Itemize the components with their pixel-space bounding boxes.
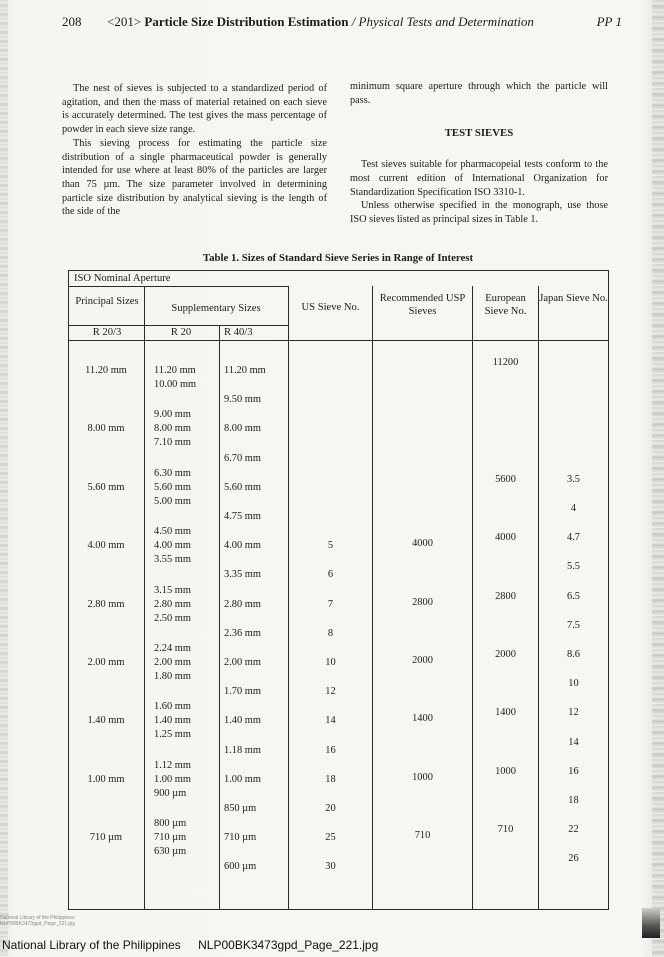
japan-sieve-cell: 22 (568, 824, 579, 836)
usp-sieve-cell: 2000 (412, 655, 433, 666)
r40-3-cell: 8.00 mm (224, 423, 261, 435)
japan-sieve-cell: 6.5 (567, 590, 580, 602)
us-sieve-cell: 5 (327, 540, 334, 552)
header-pp: PP 1 (596, 14, 622, 29)
r40-3-cell: 6.70 mm (224, 452, 261, 464)
r40-3-cell: 1.00 mm (224, 773, 261, 785)
r20-cell: 710 µm (154, 832, 187, 844)
european-sieve-cell: 1000 (495, 765, 516, 777)
r20-cell: 1.00 mm (154, 773, 191, 785)
r40-3-cell: 850 µm (224, 803, 257, 814)
table-caption: Table 1. Sizes of Standard Sieve Series in Range of Interest (202, 252, 474, 264)
table-border-top (68, 270, 609, 271)
header-iso-nominal: ISO Nominal Aperture (74, 273, 171, 284)
r40-3-cell: 4.00 mm (224, 540, 261, 552)
r20-cell: 4.00 mm (154, 540, 191, 552)
japan-sieve-cell: 4 (570, 503, 577, 514)
european-sieve-cell: 2000 (495, 649, 516, 660)
footer (2, 938, 378, 952)
r20-cell: 8.00 mm (154, 423, 191, 435)
r20-cell: 2.50 mm (154, 612, 191, 624)
usp-sieve-cell: 4000 (412, 538, 433, 550)
usp-sieve-cell: 1400 (412, 713, 433, 725)
european-sieve-cell: 4000 (495, 532, 516, 544)
scan-stamp: National Library of the Philippines NLP00BK3473gpd_Page_221.jpg (0, 915, 76, 927)
us-sieve-cell: 16 (325, 744, 336, 756)
r40-3-cell: 2.00 mm (224, 657, 261, 668)
japan-sieve-cell: 10 (568, 678, 579, 690)
footer-library: National Library of the Philippines (2, 938, 181, 952)
header-usp: Recommended USP Sieves (379, 293, 466, 317)
column-rule (219, 325, 220, 910)
r20-cell: 2.80 mm (154, 598, 191, 610)
header-principal: Principal Sizes (75, 296, 139, 307)
us-sieve-cell: 10 (325, 657, 336, 668)
r20-cell: 10.00 mm (154, 379, 197, 390)
header-title-italic: / Physical Tests and Determination (351, 14, 534, 29)
header-european: European Sieve No. (484, 293, 527, 317)
japan-sieve-cell: 12 (568, 707, 579, 719)
principal-size-cell: 8.00 mm (87, 423, 125, 435)
r40-3-cell: 1.40 mm (224, 715, 261, 727)
r20-cell: 11.20 mm (154, 365, 196, 376)
us-sieve-cell: 14 (325, 715, 336, 727)
r20-cell: 4.50 mm (154, 526, 191, 538)
principal-size-cell: 1.00 mm (87, 773, 125, 785)
r40-3-cell: 710 µm (224, 832, 257, 844)
left-column (62, 82, 327, 219)
us-sieve-cell: 20 (325, 803, 336, 814)
us-sieve-cell: 25 (325, 832, 336, 844)
r20-cell: 1.80 mm (154, 671, 191, 682)
r20-cell: 9.00 mm (154, 409, 191, 421)
japan-sieve-cell: 4.7 (567, 532, 580, 544)
japan-sieve-cell: 18 (568, 795, 579, 806)
r40-3-cell: 2.36 mm (224, 627, 261, 639)
header-r40-3: R 40/3 (224, 327, 253, 338)
r20-cell: 1.25 mm (154, 729, 191, 741)
scan-left-edge (0, 0, 8, 957)
european-sieve-cell: 5600 (495, 473, 516, 485)
usp-sieve-cell: 2800 (412, 596, 433, 608)
european-sieve-cell: 1400 (495, 707, 516, 719)
paragraph: Test sieves suitable for pharmacopeial tests conform to the most current edition of International Organization for Standardization Specification ISO 3310-1. (350, 159, 608, 198)
us-sieve-cell: 30 (325, 861, 336, 873)
us-sieve-cell: 7 (327, 598, 334, 610)
r20-cell: 3.15 mm (154, 584, 191, 596)
r20-cell: 7.10 mm (154, 437, 191, 449)
principal-size-cell: 710 µm (89, 832, 123, 844)
japan-sieve-cell: 16 (568, 765, 579, 777)
header-us-sieve: US Sieve No. (301, 302, 360, 313)
r20-cell: 1.60 mm (154, 701, 191, 713)
us-sieve-cell: 18 (325, 773, 336, 785)
r20-cell: 6.30 mm (154, 467, 191, 479)
header-japan: Japan Sieve No. (539, 293, 608, 304)
r40-3-cell: 2.80 mm (224, 598, 261, 610)
r20-cell: 800 µm (154, 818, 187, 830)
r20-cell: 5.00 mm (154, 495, 191, 507)
section-heading: TEST SIEVES (444, 127, 514, 140)
r20-cell: 900 µm (154, 787, 187, 799)
usp-sieve-cell: 1000 (412, 771, 433, 783)
r20-cell: 1.12 mm (154, 759, 191, 771)
japan-sieve-cell: 14 (568, 736, 579, 748)
r40-3-cell: 11.20 mm (224, 365, 266, 376)
header-r20: R 20 (170, 327, 192, 338)
r20-cell: 630 µm (154, 846, 187, 858)
japan-sieve-cell: 5.5 (567, 561, 580, 573)
japan-sieve-cell: 8.6 (567, 649, 580, 660)
table-border-right (608, 270, 609, 910)
japan-sieve-cell: 26 (568, 853, 579, 865)
table-border-left (68, 270, 69, 910)
r40-3-cell: 5.60 mm (224, 481, 261, 493)
scan-right-edge (652, 0, 664, 957)
european-sieve-cell: 2800 (495, 590, 516, 602)
principal-size-cell: 2.00 mm (87, 657, 125, 668)
chapter-number: <201> (107, 14, 142, 29)
header-rule (68, 286, 288, 287)
running-header (62, 14, 622, 34)
header-rule (68, 340, 609, 341)
r40-3-cell: 9.50 mm (224, 394, 261, 406)
principal-size-cell: 11.20 mm (85, 365, 127, 376)
header-title-bold: Particle Size Distribution Estimation (144, 14, 349, 29)
r20-cell: 3.55 mm (154, 554, 191, 566)
header-title (107, 14, 534, 30)
footer-filename: NLP00BK3473gpd_Page_221.jpg (198, 938, 379, 952)
header-r20-3: R 20/3 (92, 327, 122, 338)
european-sieve-cell: 710 (497, 824, 514, 836)
us-sieve-cell: 6 (327, 569, 334, 581)
r20-cell: 1.40 mm (154, 715, 191, 727)
principal-size-cell: 1.40 mm (87, 715, 125, 727)
paragraph: Unless otherwise specified in the monograph, use those ISO sieves listed as principal sizes in Table 1. (350, 200, 608, 225)
page-number: 208 (62, 14, 82, 29)
scan-corner-mark (642, 908, 660, 938)
european-sieve-cell: 11200 (492, 357, 519, 368)
table-border-bottom (68, 909, 609, 910)
r20-cell: 2.00 mm (154, 657, 191, 668)
header-supplementary: Supplementary Sizes (171, 303, 261, 314)
paragraph: minimum square aperture through which the particle will pass. (350, 81, 608, 106)
r40-3-cell: 3.35 mm (224, 569, 261, 581)
japan-sieve-cell: 3.5 (567, 473, 580, 485)
r40-3-cell: 1.70 mm (224, 686, 261, 698)
r20-cell: 2.24 mm (154, 643, 191, 654)
r40-3-cell: 1.18 mm (224, 744, 261, 756)
r20-cell: 5.60 mm (154, 481, 191, 493)
principal-size-cell: 2.80 mm (87, 598, 125, 610)
usp-sieve-cell: 710 (414, 830, 431, 842)
sieve-table (68, 270, 609, 910)
paragraph: This sieving process for estimating the particle size distribution of a single pharmaceutical powder is generally intended for use where at least 80% of the particles are larger than 75 µm. The size parameter involved in determining particle size distribution by analytical sieving is the length of the side of the (62, 137, 327, 218)
r40-3-cell: 600 µm (224, 861, 257, 873)
column-rule (144, 286, 145, 910)
principal-size-cell: 4.00 mm (87, 540, 125, 552)
us-sieve-cell: 8 (327, 627, 334, 639)
japan-sieve-cell: 7.5 (567, 619, 580, 631)
paragraph: The nest of sieves is subjected to a standardized period of agitation, and then the mass of material retained on each sieve is accurately determined. The test gives the mass percentage of powder in each sieve size range. (62, 83, 327, 136)
right-column (350, 80, 608, 227)
us-sieve-cell: 12 (325, 686, 336, 698)
r40-3-cell: 4.75 mm (224, 511, 261, 522)
principal-size-cell: 5.60 mm (87, 481, 125, 493)
